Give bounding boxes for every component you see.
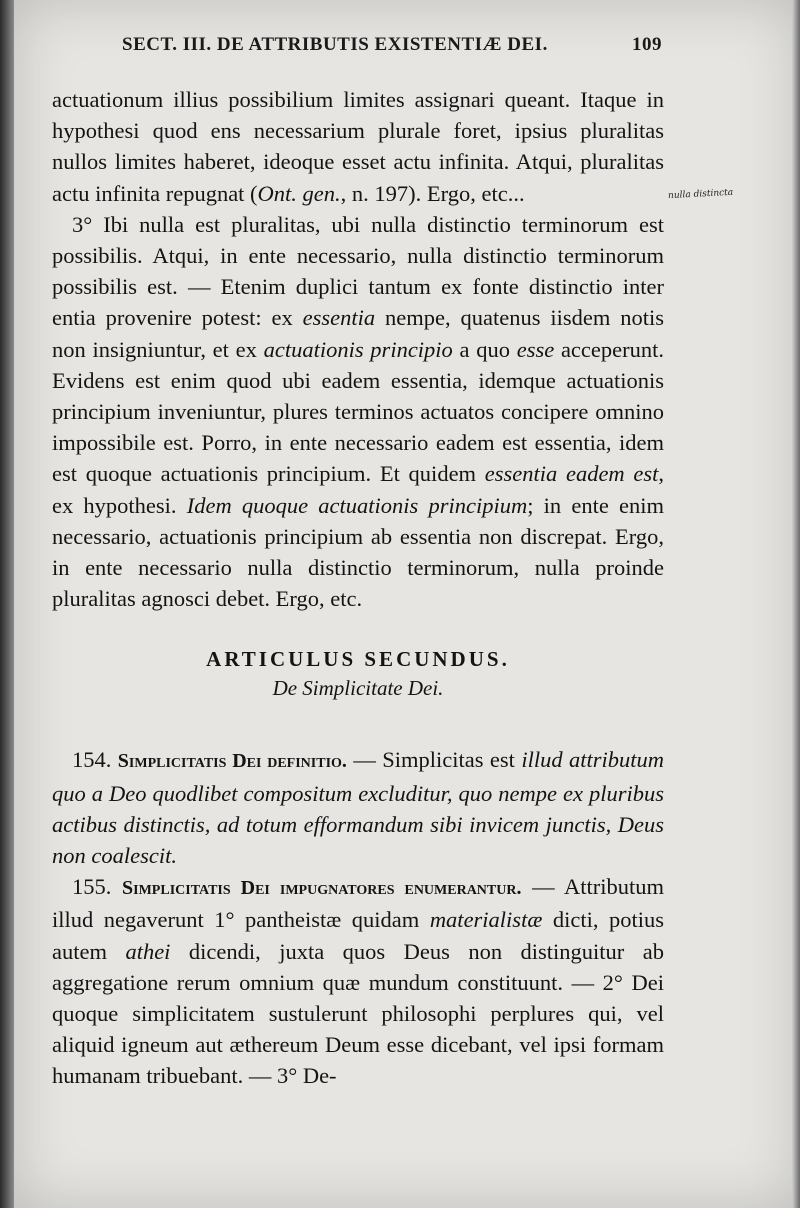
- header-title: SECT. III. DE ATTRIBUTIS EXISTENTIÆ DEI.: [122, 34, 548, 55]
- paragraph-continuation: actuationum illius possibilium limites assignari queant. Itaque in hypothesi quod ens necessarium plurale foret, ipsius pluralitas nullos limites haberet, ideoque esset actu infinita. Atqui, pluralitas actu infinita repugnat (Ont. gen., n. 197). Ergo, etc...: [52, 87, 664, 206]
- paragraph-155: 155. Simplicitatis Dei impugnatores enumerantur. — Attributum illud negaverunt 1° pantheistæ quidam materialistæ dicti, potius autem athei dicendi, juxta quos Deus non distinguitur ab aggregatione rerum omnium quæ mundum constituunt. — 2° Dei quoque simplicitatem sustulerunt philosophi perplures qui, vel aliquid igneum aut æthereum Deum esse dicebant, vel ipsi formam humanam tribuebant. — 3° De-: [52, 874, 665, 1089]
- page-body: [52, 84, 664, 1092]
- paragraph-third-argument: 3° Ibi nulla est pluralitas, ubi nulla distinctio terminorum est possibilis. Atqui, in ente necessario, nulla distinctio terminorum possibilis est. — Etenim duplici tantum ex fonte distinctio inter entia provenire potest: ex essentia nempe, quatenus iisdem notis non insigniuntur, et ex actuationis principio a quo esse acceperunt. Evidens est enim quod ubi eadem essentia, idemque actuationis principium inveniuntur, plures terminos actuatos concipere omnino impossibile est. Porro, in ente necessario eadem est essentia, idem est quoque actuationis principium. Et quidem essentia eadem est, ex hypothesi. Idem quoque actuationis principium; in ente enim necessario, actuationis principium ab essentia non discrepat. Ergo, in ente necessario nulla distinctio terminorum, nulla proinde pluralitas agnosci debet. Ergo, etc.: [52, 211, 665, 612]
- handwritten-margin-note: nulla distincta: [667, 187, 734, 202]
- page-number: 109: [632, 34, 662, 55]
- page-edge: [792, 0, 800, 1208]
- article-title: ARTICULUS SECUNDUS.: [206, 647, 510, 672]
- article-subtitle: De Simplicitate Dei.: [272, 676, 444, 701]
- book-gutter: [0, 0, 14, 1208]
- paragraph-154: 154. Simplicitatis Dei definitio. — Simplicitas est illud attributum quo a Deo quodlibet compositum excluditur, quo nempe ex pluribus actibus distinctis, ad totum efformandum sibi invicem junctis, Deus non coalescit.: [52, 747, 665, 869]
- running-header: [122, 34, 662, 56]
